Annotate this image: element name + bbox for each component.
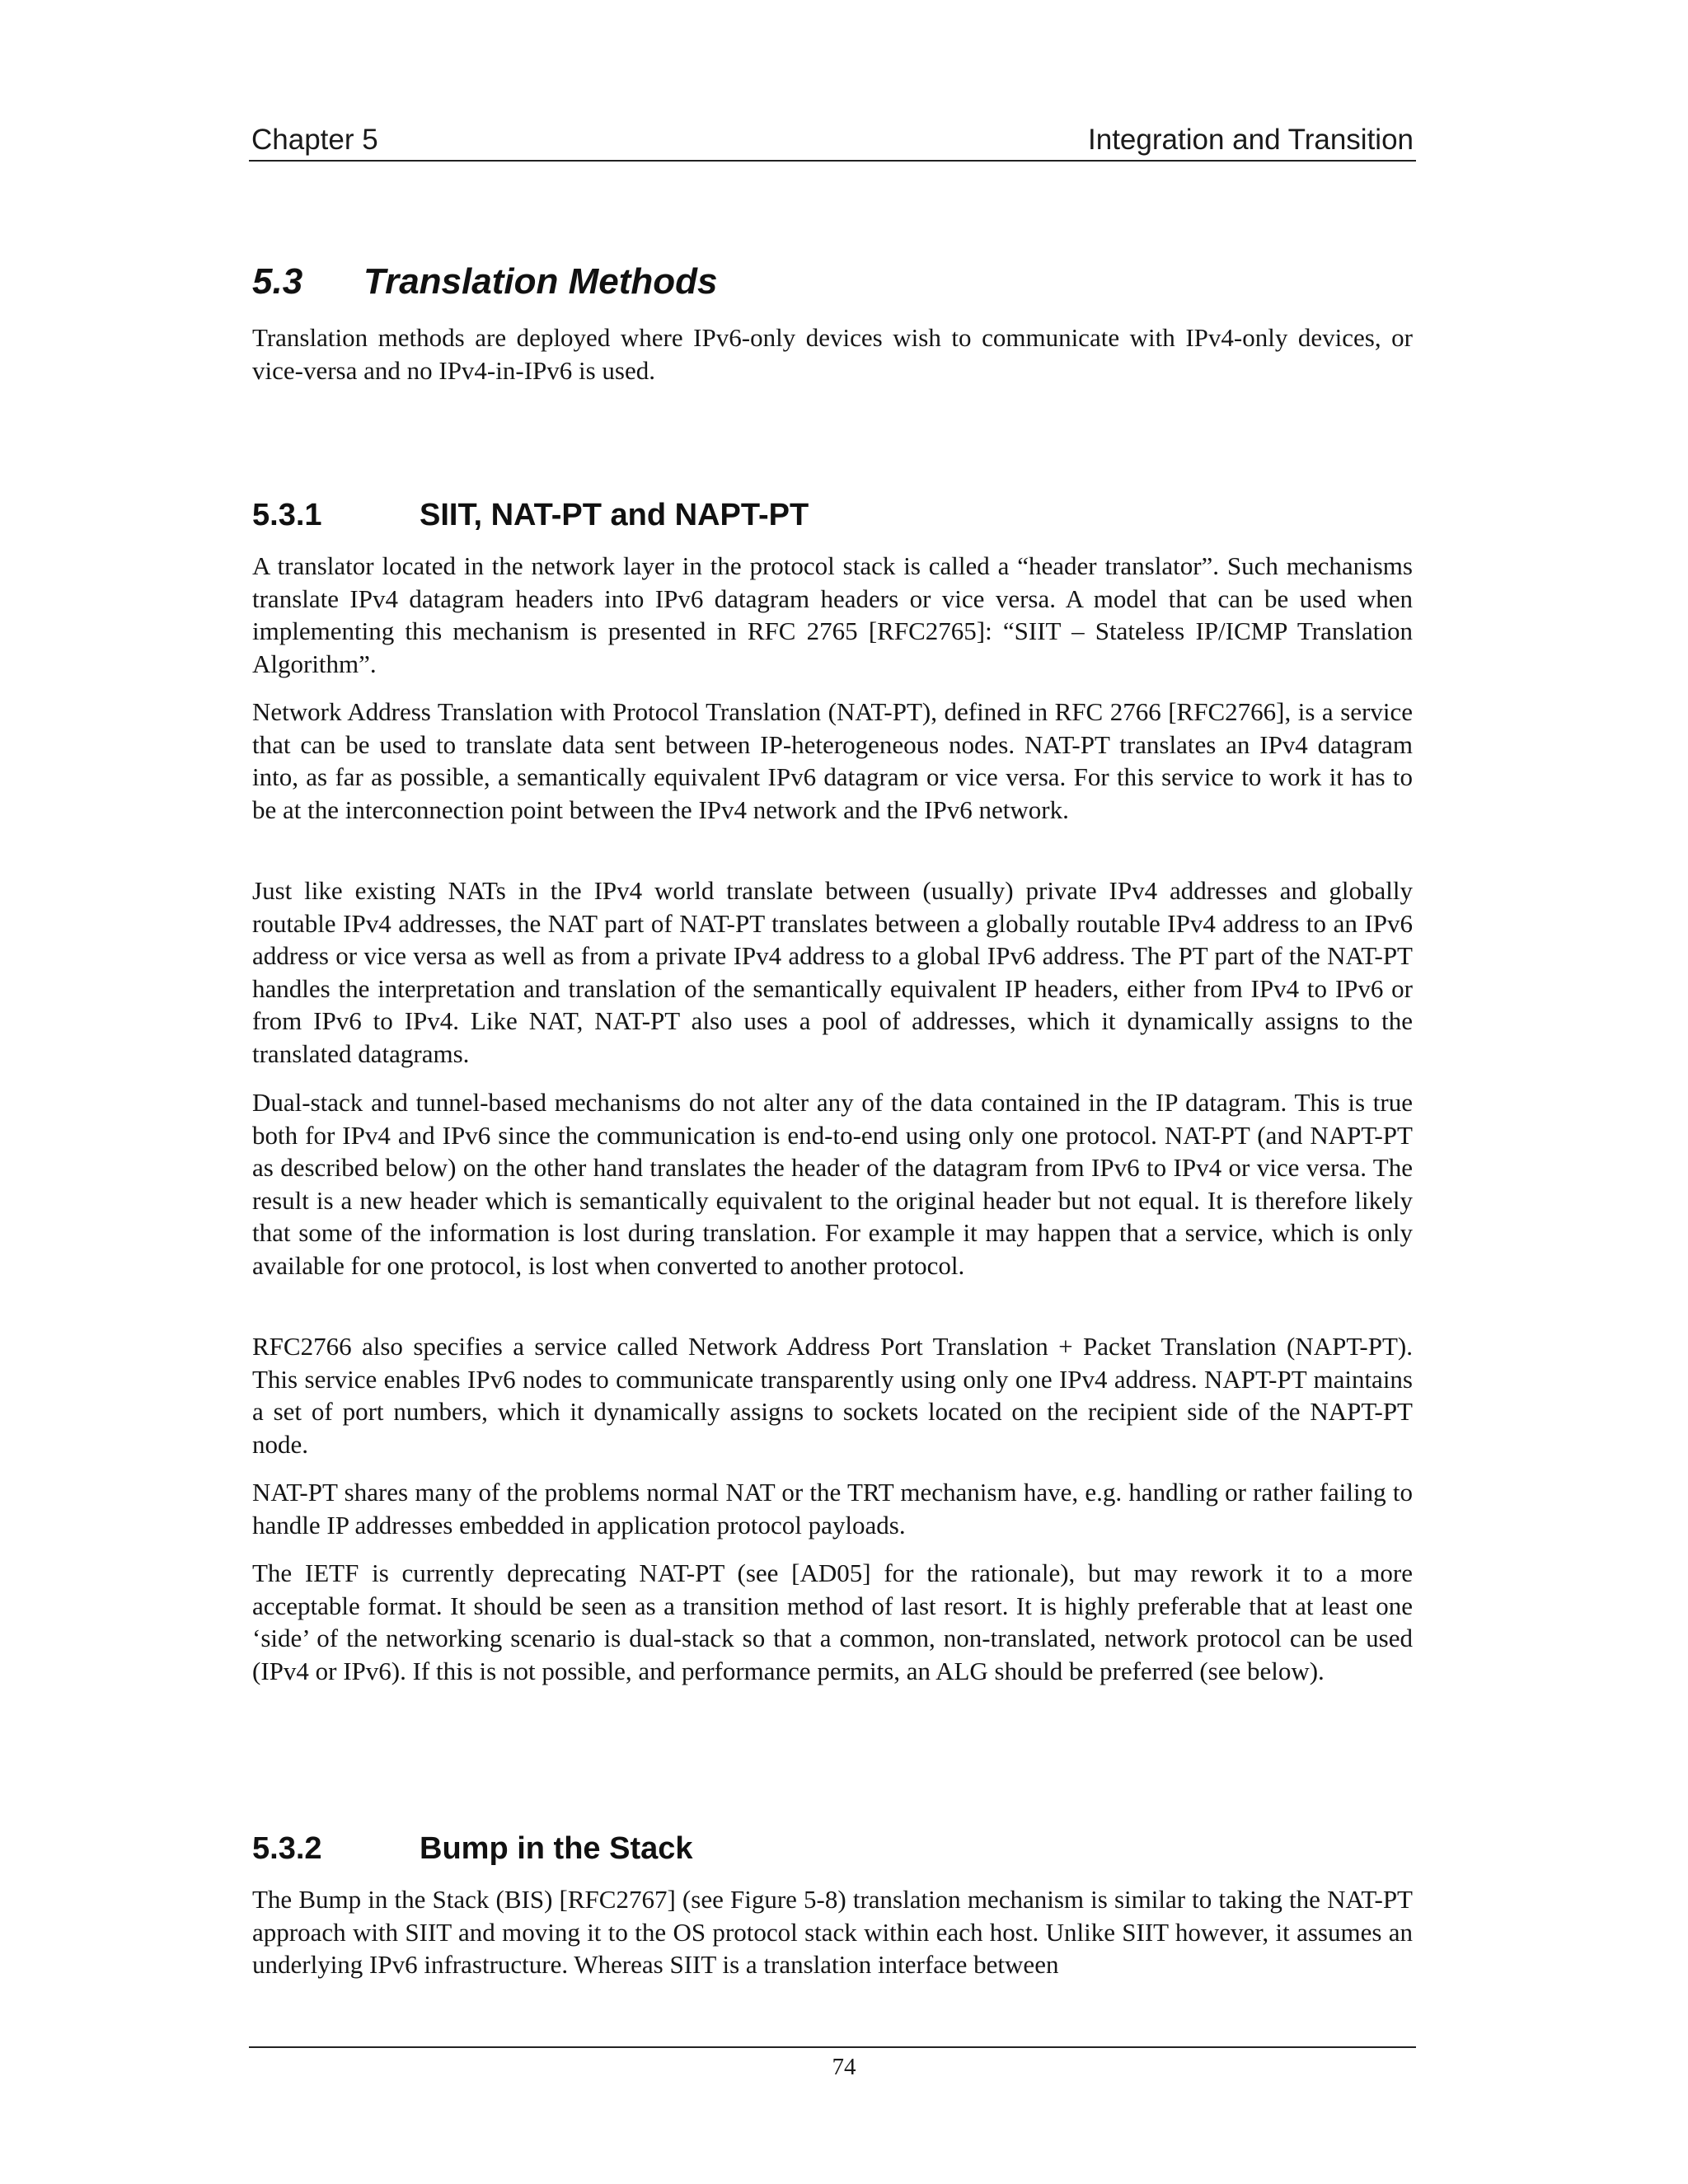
- section-heading-5-3-1: [252, 496, 1413, 534]
- paragraph: A translator located in the network layer in the protocol stack is called a “header translator”. Such mechanisms translate IPv4 datagram headers into IPv6 datagram headers or vice versa. A model that can be used when implementing this mechanism is presented in RFC 2765 [RFC2765]: “SIIT – Stateless IP/ICMP Translation Algorithm”.: [252, 551, 1413, 678]
- footer-divider: [249, 2046, 1416, 2048]
- section-title: SIIT, NAT-PT and NAPT-PT: [420, 498, 809, 532]
- running-header: [251, 122, 1414, 158]
- section-number: 5.3.2: [252, 1831, 322, 1866]
- paragraph: The IETF is currently deprecating NAT-PT (see [AD05] for the rationale), but may rework it to a more acceptable format. It should be seen as a transition method of last resort. It is highly preferable that at least one ‘side’ of the networking scenario is dual-stack so that a common, non-translated, network protocol can be used (IPv4 or IPv6). If this is not possible, and performance permits, an ALG should be preferred (see below).: [252, 1558, 1413, 1685]
- section-title: Translation Methods: [363, 261, 718, 302]
- paragraph: RFC2766 also specifies a service called Network Address Port Translation + Packet Translation (NAPT-PT). This service enables IPv6 nodes to communicate transparently using only one IPv4 address. NAPT-PT maintains a set of port numbers, which it dynamically assigns to sockets located on the recipient side of the NAPT-PT node.: [252, 1332, 1413, 1459]
- section-title: Bump in the Stack: [420, 1831, 693, 1866]
- chapter-title: Integration and Transition: [1088, 124, 1414, 156]
- paragraph: NAT-PT shares many of the problems normal NAT or the TRT mechanism have, e.g. handling or rather failing to handle IP addresses embedded in application protocol payloads.: [252, 1478, 1413, 1540]
- paragraph: Dual-stack and tunnel-based mechanisms do not alter any of the data contained in the IP datagram. This is true both for IPv4 and IPv6 since the communication is end-to-end using only one protocol. NAT-PT (and NAPT-PT as described below) on the other hand translates the header of the datagram from IPv6 to IPv4 or vice versa. The result is a new header which is semantically equivalent to the original header but not equal. It is therefore likely that some of the information is lost during translation. For example it may happen that a service, which is only available for one protocol, is lost when converted to another protocol.: [252, 1088, 1413, 1280]
- paragraph: Network Address Translation with Protocol Translation (NAT-PT), defined in RFC 2766 [RFC2766], is a service that can be used to translate data sent between IP-heterogeneous nodes. NAT-PT translates an IPv4 datagram into, as far as possible, a semantically equivalent IPv6 datagram or vice versa. For this service to work it has to be at the interconnection point between the IPv4 network and the IPv6 network.: [252, 697, 1413, 824]
- chapter-label: Chapter 5: [251, 124, 378, 156]
- section-heading-5-3-2: [252, 1830, 1413, 1868]
- page-number: 74: [832, 2054, 856, 2080]
- section-heading-5-3: [252, 260, 1413, 303]
- section-number: 5.3.1: [252, 498, 322, 532]
- paragraph: The Bump in the Stack (BIS) [RFC2767] (see Figure 5-8) translation mechanism is similar to taking the NAT-PT approach with SIIT and moving it to the OS protocol stack within each host. Unlike SIIT however, it assumes an underlying IPv6 infrastructure. Whereas SIIT is a translation interface between: [252, 1885, 1413, 1979]
- section-number: 5.3: [252, 261, 303, 302]
- paragraph: Just like existing NATs in the IPv4 world translate between (usually) private IPv4 addresses and globally routable IPv4 addresses, the NAT part of NAT-PT translates between a globally routable IPv4 address to an IPv6 address or vice versa as well as from a private IPv4 address to a global IPv6 address. The PT part of the NAT-PT handles the interpretation and translation of the semantically equivalent IP headers, either from IPv4 to IPv6 or from IPv6 to IPv4. Like NAT, NAT-PT also uses a pool of addresses, which it dynamically assigns to the translated datagrams.: [252, 876, 1413, 1068]
- paragraph: Translation methods are deployed where IPv6-only devices wish to communicate with IPv4-only devices, or vice-versa and no IPv4-in-IPv6 is used.: [252, 323, 1413, 385]
- header-divider: [249, 160, 1416, 162]
